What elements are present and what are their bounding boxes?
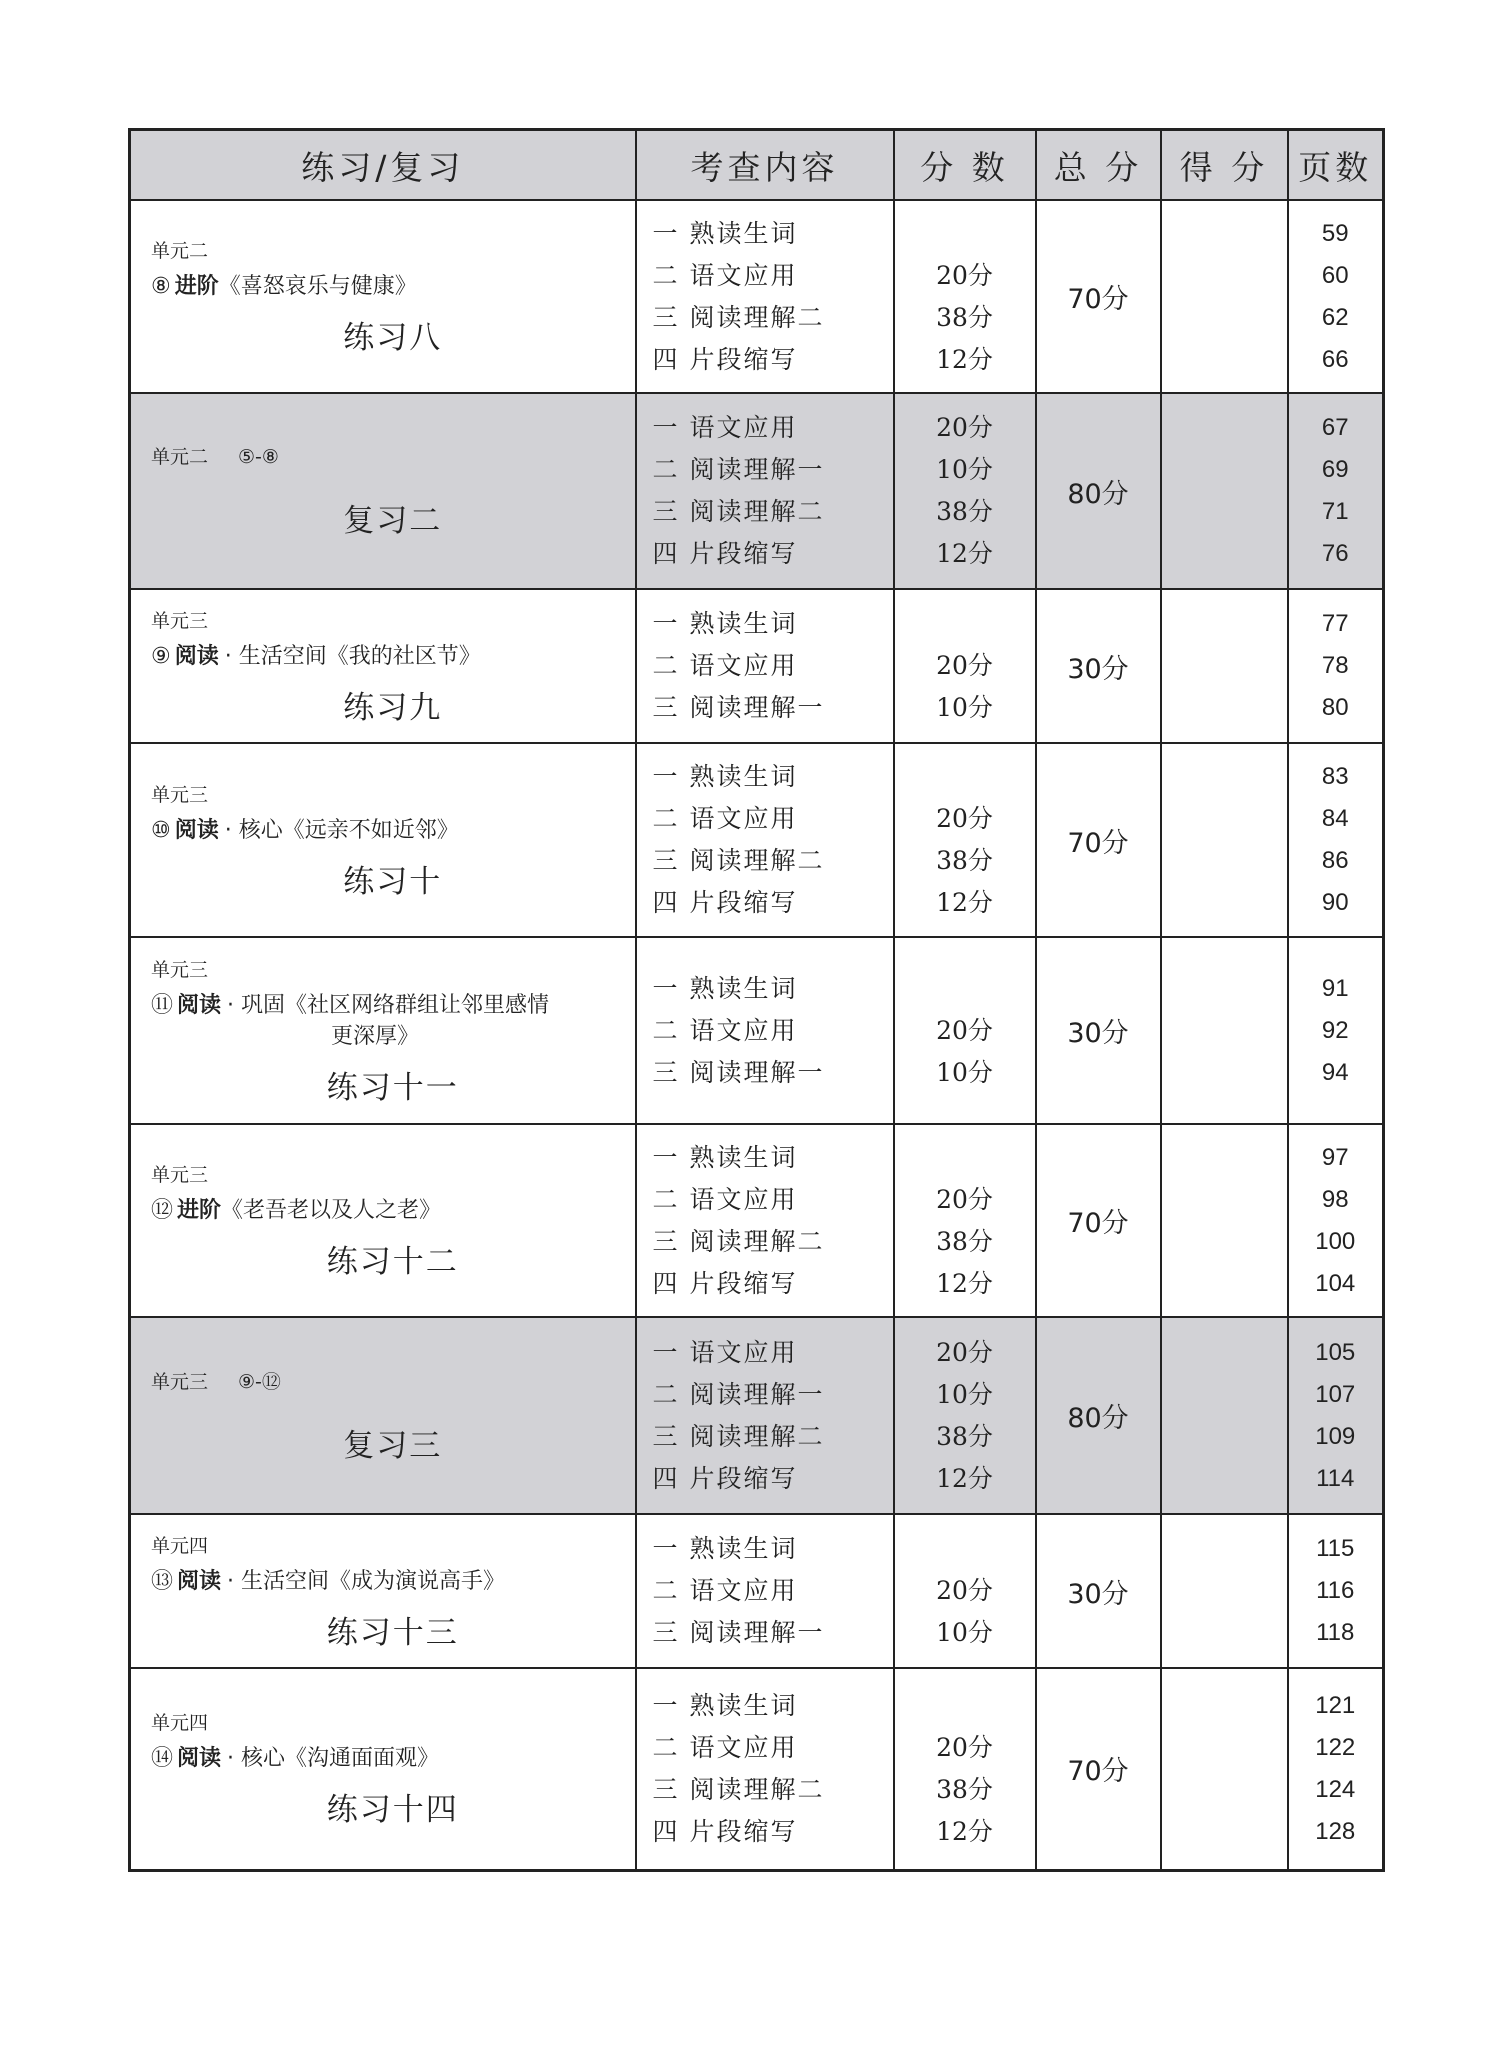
table-row: [130, 743, 1384, 937]
content-item: 四 片段缩写: [652, 344, 798, 374]
content-item: 一 熟读生词: [652, 1690, 798, 1720]
content-cell: [636, 1124, 894, 1317]
total-score: 30分: [1036, 589, 1161, 743]
page-number: 104: [1315, 1269, 1356, 1297]
score-value: 10分: [936, 455, 993, 484]
unit-label: 单元三: [151, 609, 209, 632]
score-value: 12分: [936, 1816, 993, 1846]
content-item: 三 阅读理解一: [652, 1618, 825, 1647]
table-row: [130, 1317, 1384, 1514]
page-number: 122: [1315, 1733, 1356, 1761]
lesson-title: 《老吾老以及人之老》: [221, 1198, 442, 1223]
page-number: 92: [1321, 1016, 1349, 1044]
score-value: 38分: [936, 302, 993, 332]
score-value: 38分: [936, 1774, 993, 1804]
header-total: 总 分: [1036, 130, 1161, 201]
lesson-type: 阅读: [177, 1746, 222, 1772]
obtained-score-cell[interactable]: [1161, 937, 1288, 1124]
unit-label: 单元三: [151, 1370, 209, 1393]
lesson-type: 阅读: [174, 643, 219, 669]
pages-cell: [1288, 1124, 1384, 1317]
exercise-name: 复习二: [343, 503, 443, 539]
table-header: [130, 130, 1384, 201]
score-value: 20分: [936, 651, 993, 680]
score-value: 20分: [936, 1184, 993, 1214]
content-item: 四 片段缩写: [652, 1463, 798, 1493]
content-item: 一 语文应用: [652, 413, 798, 442]
lesson-type: 进阶: [177, 1198, 222, 1223]
score-value: 10分: [936, 1618, 993, 1647]
unit-label: 单元二: [151, 240, 209, 262]
content-cell: [636, 589, 894, 743]
score-value: 12分: [936, 539, 993, 568]
page-number: 69: [1321, 456, 1349, 483]
pages-cell: [1288, 200, 1384, 393]
score-cell: [894, 1124, 1036, 1317]
page-number: 109: [1315, 1422, 1356, 1450]
content-item: 一 熟读生词: [652, 1534, 798, 1563]
score-cell: [894, 200, 1036, 393]
content-item: 一 语文应用: [652, 1337, 798, 1367]
header-content: 考查内容: [636, 130, 894, 201]
page-number: 116: [1316, 1577, 1355, 1604]
unit-label: 单元三: [151, 783, 209, 806]
content-item: 二 语文应用: [652, 1576, 798, 1605]
content-cell: [636, 1668, 894, 1870]
lesson-number: ⑫: [151, 1198, 174, 1223]
score-value: [895, 603, 1035, 645]
content-item: 三 阅读理解二: [652, 846, 825, 875]
score-value: 20分: [936, 1732, 993, 1762]
exercise-cell: [130, 1514, 636, 1668]
obtained-score-cell[interactable]: [1161, 200, 1288, 393]
score-value: [895, 213, 1035, 255]
lesson-category: · 核心: [227, 1746, 286, 1772]
content-item: 三 阅读理解二: [652, 1774, 825, 1804]
exercise-cell: [130, 393, 636, 589]
score-value: 38分: [936, 1421, 993, 1451]
pages-cell: [1288, 1668, 1384, 1870]
exercise-cell: [130, 200, 636, 393]
content-item: 三 阅读理解二: [652, 1421, 825, 1451]
content-item: 三 阅读理解二: [652, 302, 825, 332]
content-item: 四 片段缩写: [652, 1816, 798, 1846]
unit-label: 单元三: [151, 958, 209, 981]
table-row: [130, 1668, 1384, 1870]
table-row: [130, 200, 1384, 393]
exercise-name: 练习十二: [326, 1244, 459, 1280]
score-cell: [894, 393, 1036, 589]
score-value: 10分: [936, 693, 993, 722]
exercise-name: 练习十四: [326, 1792, 459, 1829]
score-cell: [894, 743, 1036, 937]
obtained-score-cell[interactable]: [1161, 743, 1288, 937]
lesson-title: 《沟通面面观》: [285, 1746, 440, 1772]
page-number: 59: [1321, 219, 1349, 247]
exercise-cell: [130, 743, 636, 937]
score-value: [895, 968, 1035, 1010]
page-number: 118: [1316, 1619, 1355, 1646]
obtained-score-cell[interactable]: [1161, 1514, 1288, 1668]
score-value: 10分: [936, 1379, 993, 1409]
score-value: [895, 1137, 1035, 1179]
page-number: 121: [1315, 1691, 1356, 1719]
score-value: 20分: [936, 260, 993, 290]
lesson-title-cont: 更深厚》: [331, 1023, 420, 1049]
content-cell: [636, 1514, 894, 1668]
score-value: [895, 1528, 1035, 1570]
total-score: 70分: [1036, 743, 1161, 937]
unit-label: 单元四: [151, 1712, 209, 1735]
content-item: 二 语文应用: [652, 651, 798, 680]
content-cell: [636, 200, 894, 393]
page-number: 83: [1321, 763, 1349, 790]
score-value: 12分: [936, 1268, 993, 1298]
total-score: 30分: [1036, 1514, 1161, 1668]
page-number: 115: [1316, 1535, 1355, 1562]
obtained-score-cell[interactable]: [1161, 589, 1288, 743]
pages-cell: [1288, 743, 1384, 937]
header-score: 分 数: [894, 130, 1036, 201]
content-item: 一 熟读生词: [652, 218, 798, 248]
page-number: 76: [1321, 540, 1349, 567]
page-number: 98: [1321, 1185, 1349, 1213]
content-item: 二 语文应用: [652, 1184, 798, 1214]
content-item: 一 熟读生词: [652, 1142, 798, 1172]
total-score: 80分: [1036, 1317, 1161, 1514]
content-item: 三 阅读理解二: [652, 1226, 825, 1256]
score-cell: [894, 589, 1036, 743]
score-cell: [894, 1317, 1036, 1514]
page-number: 80: [1321, 694, 1349, 721]
content-item: 一 熟读生词: [652, 973, 798, 1003]
score-value: 10分: [936, 1057, 993, 1087]
lesson-category: · 生活空间: [227, 1568, 330, 1594]
content-item: 一 熟读生词: [652, 609, 798, 638]
obtained-score-cell[interactable]: [1161, 393, 1288, 589]
page-number: 114: [1316, 1464, 1355, 1492]
exercise-name: 复习三: [343, 1427, 443, 1464]
score-value: [895, 1685, 1035, 1727]
page-number: 97: [1321, 1143, 1349, 1171]
exercise-cell: [130, 1317, 636, 1514]
page-number: 86: [1321, 847, 1349, 874]
table-row: [130, 1124, 1384, 1317]
table-row: [130, 589, 1384, 743]
page-number: 67: [1321, 414, 1349, 441]
page-number: 94: [1321, 1058, 1349, 1086]
lesson-number: ⑬: [151, 1568, 174, 1594]
table-row: [130, 393, 1384, 589]
page-number: 62: [1321, 303, 1349, 331]
page-number: 128: [1315, 1817, 1356, 1845]
pages-cell: [1288, 393, 1384, 589]
exercise-cell: [130, 937, 636, 1124]
page-number: 90: [1321, 889, 1349, 916]
content-cell: [636, 937, 894, 1124]
score-cell: [894, 1668, 1036, 1870]
total-score: 30分: [1036, 937, 1161, 1124]
lesson-number: ⑧: [151, 274, 171, 299]
score-value: 38分: [936, 1226, 993, 1256]
lesson-category: · 核心: [224, 817, 283, 843]
page-number: 77: [1321, 610, 1349, 637]
score-value: 20分: [936, 413, 993, 442]
content-item: 四 片段缩写: [652, 1268, 798, 1298]
content-item: 二 阅读理解一: [652, 1379, 825, 1409]
lesson-number: ⑨: [151, 643, 171, 669]
lesson-category: · 生活空间: [224, 643, 327, 669]
pages-cell: [1288, 1317, 1384, 1514]
page-number: 107: [1315, 1380, 1356, 1408]
score-value: 38分: [936, 497, 993, 526]
page-number: 91: [1321, 974, 1349, 1002]
page-number: 84: [1321, 805, 1349, 832]
unit-label: 单元二: [151, 446, 209, 468]
content-item: 二 阅读理解一: [652, 455, 825, 484]
page-number: 66: [1321, 345, 1349, 373]
obtained-score-cell[interactable]: [1161, 1124, 1288, 1317]
lesson-title: 《成为演说高手》: [329, 1568, 506, 1594]
lesson-range: ⑤-⑧: [238, 446, 279, 468]
exercise-name: 练习九: [343, 689, 443, 726]
table-row: [130, 1514, 1384, 1668]
obtained-score-cell[interactable]: [1161, 1668, 1288, 1870]
exercise-name: 练习八: [343, 320, 443, 356]
pages-cell: [1288, 1514, 1384, 1668]
unit-label: 单元四: [151, 1534, 209, 1557]
lesson-number: ⑩: [151, 817, 171, 843]
pages-cell: [1288, 937, 1384, 1124]
score-cell: [894, 1514, 1036, 1668]
content-item: 二 语文应用: [652, 260, 798, 290]
lesson-category: · 巩固: [227, 992, 286, 1018]
score-value: 12分: [936, 888, 993, 917]
score-value: 20分: [936, 1576, 993, 1605]
content-item: 三 阅读理解二: [652, 497, 825, 526]
exercise-cell: [130, 1124, 636, 1317]
exercise-table: [128, 128, 1385, 1872]
exercise-cell: [130, 1668, 636, 1870]
total-score: 70分: [1036, 1124, 1161, 1317]
lesson-number: ⑭: [151, 1746, 174, 1772]
table-row: [130, 937, 1384, 1124]
lesson-title: 《社区网络群组让邻里感情: [285, 992, 550, 1018]
page-number: 78: [1321, 652, 1349, 679]
lesson-title: 《我的社区节》: [326, 643, 481, 669]
exercise-name: 练习十一: [326, 1069, 459, 1106]
score-value: 38分: [936, 846, 993, 875]
lesson-range: ⑨-⑫: [238, 1370, 281, 1393]
content-item: 二 语文应用: [652, 804, 798, 833]
total-score: 70分: [1036, 200, 1161, 393]
exercise-name: 练习十: [343, 863, 443, 900]
score-value: [895, 756, 1035, 798]
lesson-type: 阅读: [177, 1568, 222, 1594]
content-cell: [636, 743, 894, 937]
lesson-type: 阅读: [174, 817, 219, 843]
page-number: 124: [1315, 1775, 1356, 1803]
lesson-type: 阅读: [177, 992, 222, 1018]
content-item: 一 熟读生词: [652, 762, 798, 791]
lesson-number: ⑪: [151, 992, 174, 1018]
page-number: 100: [1315, 1227, 1356, 1255]
lesson-title: 《喜怒哀乐与健康》: [218, 274, 417, 299]
total-score: 80分: [1036, 393, 1161, 589]
score-value: 12分: [936, 344, 993, 374]
score-value: 12分: [936, 1463, 993, 1493]
page-number: 105: [1315, 1338, 1356, 1366]
score-value: 20分: [936, 1015, 993, 1045]
page-number: 71: [1321, 498, 1349, 525]
content-cell: [636, 393, 894, 589]
lesson-title: 《远亲不如近邻》: [282, 817, 459, 843]
exercise-cell: [130, 589, 636, 743]
score-value: 20分: [936, 804, 993, 833]
header-pages: 页数: [1288, 130, 1384, 201]
unit-label: 单元三: [151, 1164, 209, 1186]
content-item: 二 语文应用: [652, 1015, 798, 1045]
header-obtained: 得 分: [1161, 130, 1288, 201]
content-item: 三 阅读理解一: [652, 1057, 825, 1087]
header-exercise: 练习/复习: [130, 130, 636, 201]
exercise-name: 练习十三: [326, 1614, 459, 1651]
total-score: 70分: [1036, 1668, 1161, 1870]
content-item: 四 片段缩写: [652, 539, 798, 568]
score-value: 20分: [936, 1337, 993, 1367]
content-cell: [636, 1317, 894, 1514]
content-item: 四 片段缩写: [652, 888, 798, 917]
obtained-score-cell[interactable]: [1161, 1317, 1288, 1514]
score-cell: [894, 937, 1036, 1124]
lesson-type: 进阶: [174, 274, 219, 299]
content-item: 二 语文应用: [652, 1732, 798, 1762]
content-item: 三 阅读理解一: [652, 693, 825, 722]
page-number: 60: [1321, 261, 1349, 289]
pages-cell: [1288, 589, 1384, 743]
